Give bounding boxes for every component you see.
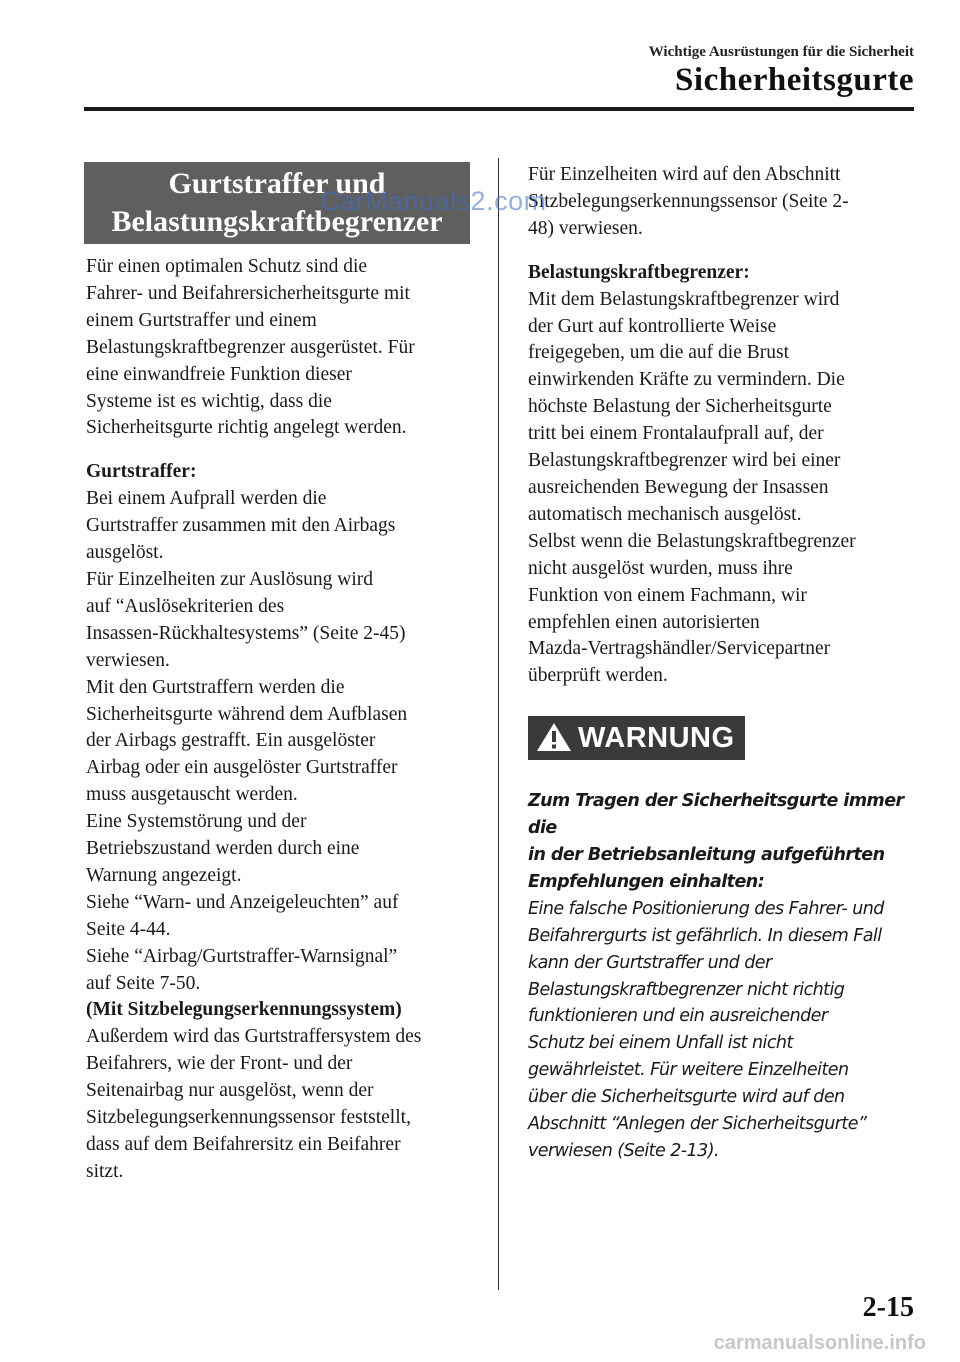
text-line: tritt bei einem Frontalaufprall auf, der [528, 423, 824, 445]
warning-line: gewährleistet. Für weitere Einzelheiten [528, 1060, 849, 1081]
gurtstraffer-paragraph [86, 486, 486, 997]
text-line: höchste Belastung der Sicherheitsgurte [528, 396, 832, 418]
text-line: überprüft werden. [528, 665, 668, 687]
left-column [86, 254, 486, 1186]
text-line: Außerdem wird das Gurtstraffersystem des [86, 1026, 422, 1048]
text-line: Eine Systemstörung und der [86, 811, 307, 833]
text-line: Warnung angezeigt. [86, 864, 242, 886]
warning-line: kann der Gurtstraffer und der [528, 952, 772, 973]
warning-bold-line: in der Betriebsanleitung aufgeführten [528, 845, 885, 866]
warning-line: Beifahrergurts ist gefährlich. In diesem Fall [528, 925, 882, 946]
text-line: der Gurt auf kontrollierte Weise [528, 315, 777, 337]
text-line: muss ausgetauscht werden. [86, 784, 298, 806]
column-divider [498, 158, 499, 1290]
text-line: freigegeben, um die auf die Brust [528, 342, 789, 364]
text-line: Gurtstraffer zusammen mit den Airbags [86, 515, 396, 537]
text-line: Für Einzelheiten zur Auslösung wird [86, 568, 374, 590]
text-line: Belastungskraftbegrenzer ausgerüstet. Für [86, 336, 415, 358]
right-column [528, 162, 923, 1165]
text-line: nicht ausgelöst wurden, muss ihre [528, 557, 793, 579]
warning-line: funktionieren und ein ausreichender [528, 1006, 828, 1027]
warning-line: über die Sicherheitsgurte wird auf den [528, 1087, 845, 1108]
text-line: ausreichenden Bewegung der Insassen [528, 476, 829, 498]
load-limiter-paragraph [528, 287, 923, 691]
text-line: einwirkenden Kräfte zu vermindern. Die [528, 369, 845, 391]
text-line: Belastungskraftbegrenzer wird bei einer [528, 450, 841, 472]
text-line: einem Gurtstraffer und einem [86, 309, 317, 331]
text-line: Sicherheitsgurte während dem Aufblasen [86, 703, 408, 725]
warning-line: Eine falsche Positionierung des Fahrer- und [528, 898, 884, 919]
text-line: dass auf dem Beifahrersitz ein Beifahrer [86, 1134, 401, 1155]
text-line: Sitzbelegungserkennungssensor (Seite 2- [528, 190, 849, 212]
text-line: Seite 4-44. [86, 918, 171, 940]
seat-detection-paragraph [86, 1024, 486, 1185]
text-line: Mazda-Vertragshändler/Servicepartner [528, 638, 831, 660]
section-title-line-1: Gurtstraffer und [168, 167, 386, 200]
text-line: Insassen-Rückhaltesystems” (Seite 2-45) [86, 622, 406, 644]
text-line: ausgelöst. [86, 542, 164, 564]
text-line: Siehe “Warn- und Anzeigeleuchten” auf [86, 891, 399, 913]
footer-watermark: carmanualsonline.info [713, 1332, 926, 1354]
header-rule [84, 107, 914, 111]
text-line: auf “Auslösekriterien des [86, 595, 285, 617]
text-line: empfehlen einen autorisierten [528, 611, 760, 633]
text-line: Systeme ist es wichtig, dass die [86, 390, 332, 412]
page-number: 2-15 [862, 1292, 914, 1323]
text-line: eine einwandfreie Funktion dieser [86, 363, 352, 385]
text-line: Für Einzelheiten wird auf den Abschnitt [528, 164, 841, 185]
text-line: Funktion von einem Fachmann, wir [528, 584, 807, 606]
text-line: Bei einem Aufprall werden die [86, 488, 327, 510]
warning-bold-line: Zum Tragen der Sicherheitsgurte immer die [528, 791, 904, 839]
text-line: auf Seite 7-50. [86, 972, 201, 994]
text-line: Fahrer- und Beifahrersicherheitsgurte mit [86, 282, 410, 304]
warning-line: verwiesen (Seite 2-13). [528, 1141, 720, 1161]
seat-detection-subheading: (Mit Sitzbelegungserkennungssystem) [86, 999, 402, 1021]
reference-paragraph [528, 162, 923, 243]
chapter-title: Sicherheitsgurte [675, 62, 914, 98]
warning-badge [528, 716, 745, 760]
warning-line: Belastungskraftbegrenzer nicht richtig [528, 979, 845, 1000]
text-line: Mit den Gurtstraffern werden die [86, 676, 345, 698]
text-line: Seitenairbag nur ausgelöst, wenn der [86, 1080, 374, 1102]
section-title-line-2: Belastungskraftbegrenzer [111, 205, 443, 238]
text-line: Betriebszustand werden durch eine [86, 838, 360, 860]
warning-line: Abschnitt “Anlegen der Sicherheitsgurte” [528, 1114, 867, 1135]
watermark: CarManuals2.com [320, 186, 547, 216]
text-line: Beifahrers, wie der Front- und der [86, 1053, 353, 1075]
chapter-subtitle: Wichtige Ausrüstungen für die Sicherheit [648, 44, 914, 60]
warning-triangle-icon [536, 722, 572, 752]
text-line: sitzt. [86, 1160, 124, 1182]
warning-label: WARNUNG [578, 722, 735, 755]
text-line: Mit dem Belastungskraftbegrenzer wird [528, 288, 840, 310]
intro-paragraph [86, 254, 486, 442]
gurtstraffer-heading: Gurtstraffer: [86, 461, 197, 483]
text-line: Airbag oder ein ausgelöster Gurtstraffer [86, 757, 398, 779]
text-line: Siehe “Airbag/Gurtstraffer-Warnsignal” [86, 945, 398, 967]
text-line: Sitzbelegungserkennungssensor feststellt, [86, 1107, 411, 1129]
text-line: verwiesen. [86, 649, 170, 671]
load-limiter-heading: Belastungskraftbegrenzer: [528, 261, 750, 283]
text-line: Für einen optimalen Schutz sind die [86, 256, 368, 277]
text-line: automatisch mechanisch ausgelöst. [528, 503, 802, 525]
text-line: Selbst wenn die Belastungskraftbegrenzer [528, 530, 856, 552]
warning-text [528, 788, 923, 1165]
text-line: 48) verwiesen. [528, 217, 643, 239]
text-line: Sicherheitsgurte richtig angelegt werden. [86, 417, 407, 439]
text-line: der Airbags gestrafft. Ein ausgelöster [86, 730, 376, 752]
warning-bold-line: Empfehlungen einhalten: [528, 871, 765, 892]
warning-line: Schutz bei einem Unfall ist nicht [528, 1033, 793, 1054]
